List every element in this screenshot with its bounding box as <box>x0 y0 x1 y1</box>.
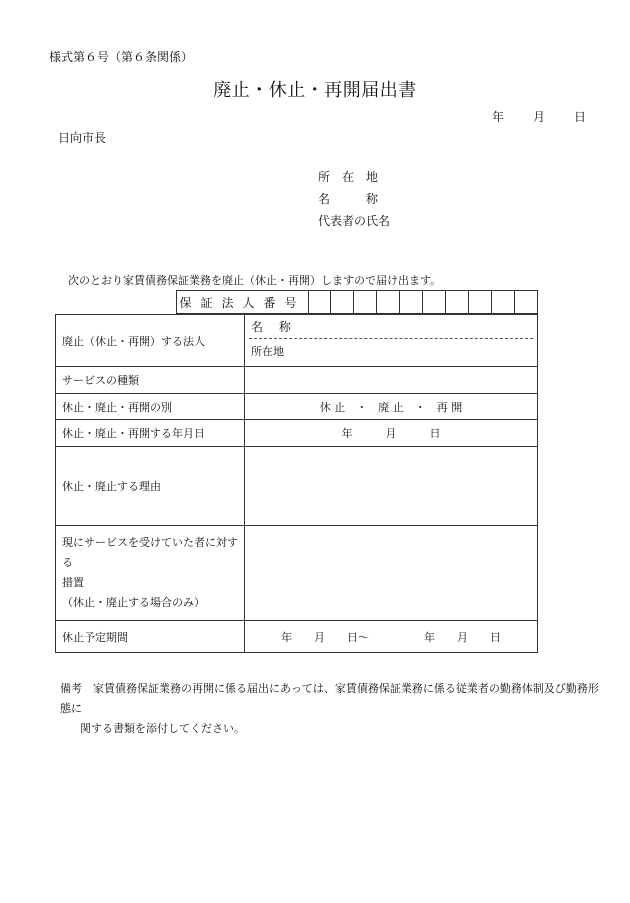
service-label: サービスの種類 <box>56 367 245 394</box>
applicant-name-label: 名 称 <box>318 192 379 206</box>
document-title: 廃止・休止・再開届出書 <box>213 80 417 101</box>
table-row <box>56 315 538 367</box>
certification-digit-box[interactable] <box>400 290 423 314</box>
certification-digit-box[interactable] <box>469 290 492 314</box>
applicant-address-label: 所 在 地 <box>318 170 379 184</box>
table-row <box>56 367 538 394</box>
certification-digit-box[interactable] <box>515 290 538 314</box>
date-month-label: 月 <box>533 110 546 124</box>
remarks-note <box>60 679 600 739</box>
certification-digit-box[interactable] <box>354 290 377 314</box>
measures-label-line2: 措置 <box>62 576 84 589</box>
measures-field[interactable] <box>245 526 538 621</box>
reason-label: 休止・廃止する理由 <box>56 447 245 526</box>
corp-cell <box>245 315 538 367</box>
applicant-representative-label: 代表者の氏名 <box>318 214 391 228</box>
table-row <box>56 420 538 447</box>
certification-digit-box[interactable] <box>492 290 515 314</box>
measures-label-line3: （休止・廃止する場合のみ） <box>62 596 205 609</box>
certification-number-label <box>176 290 309 314</box>
type-field[interactable]: 休 止 ・ 廃 止 ・ 再 開 <box>245 394 538 420</box>
certification-digit-box[interactable] <box>308 290 331 314</box>
form-number: 様式第６号（第６条関係） <box>49 50 194 64</box>
period-label: 休止予定期間 <box>56 621 245 653</box>
period-field[interactable]: 年 月 日～ 年 月 日 <box>245 621 538 653</box>
corp-address-label: 所在地 <box>251 345 284 358</box>
table-row <box>56 394 538 420</box>
corp-name-label: 名 称 <box>251 320 297 334</box>
notification-table <box>55 314 538 653</box>
type-label: 休止・廃止・再開の別 <box>56 394 245 420</box>
certification-digit-box[interactable] <box>331 290 354 314</box>
service-field[interactable] <box>245 367 538 394</box>
recipient: 日向市長 <box>58 131 107 145</box>
certification-digit-box[interactable] <box>446 290 469 314</box>
certification-number-label-text: 保証法人番号 <box>179 295 306 310</box>
date-day-label: 日 <box>574 110 587 124</box>
lead-text: 次のとおり家賃債務保証業務を廃止（休止・再開）しますので届け出ます。 <box>68 274 442 287</box>
certification-digit-box[interactable] <box>377 290 400 314</box>
corp-name-field[interactable] <box>249 316 533 339</box>
corp-address-field[interactable] <box>249 339 533 365</box>
date-year-label: 年 <box>492 110 505 124</box>
remarks-line2: 関する書類を添付してください。 <box>80 722 245 735</box>
table-row <box>56 621 538 653</box>
table-row <box>56 447 538 526</box>
corp-label: 廃止（休止・再開）する法人 <box>56 315 245 367</box>
date-label: 休止・廃止・再開する年月日 <box>56 420 245 447</box>
measures-label-line1: 現にサービスを受けていた者に対する <box>62 536 238 569</box>
reason-field[interactable] <box>245 447 538 526</box>
remarks-line1: 備考 家賃債務保証業務の再開に係る届出にあっては、家賃債務保証業務に係る従業者の勤務体制及び勤務形態に <box>60 682 599 715</box>
date-field[interactable]: 年 月 日 <box>245 420 538 447</box>
certification-digit-box[interactable] <box>423 290 446 314</box>
measures-label <box>56 526 245 621</box>
table-row <box>56 526 538 621</box>
